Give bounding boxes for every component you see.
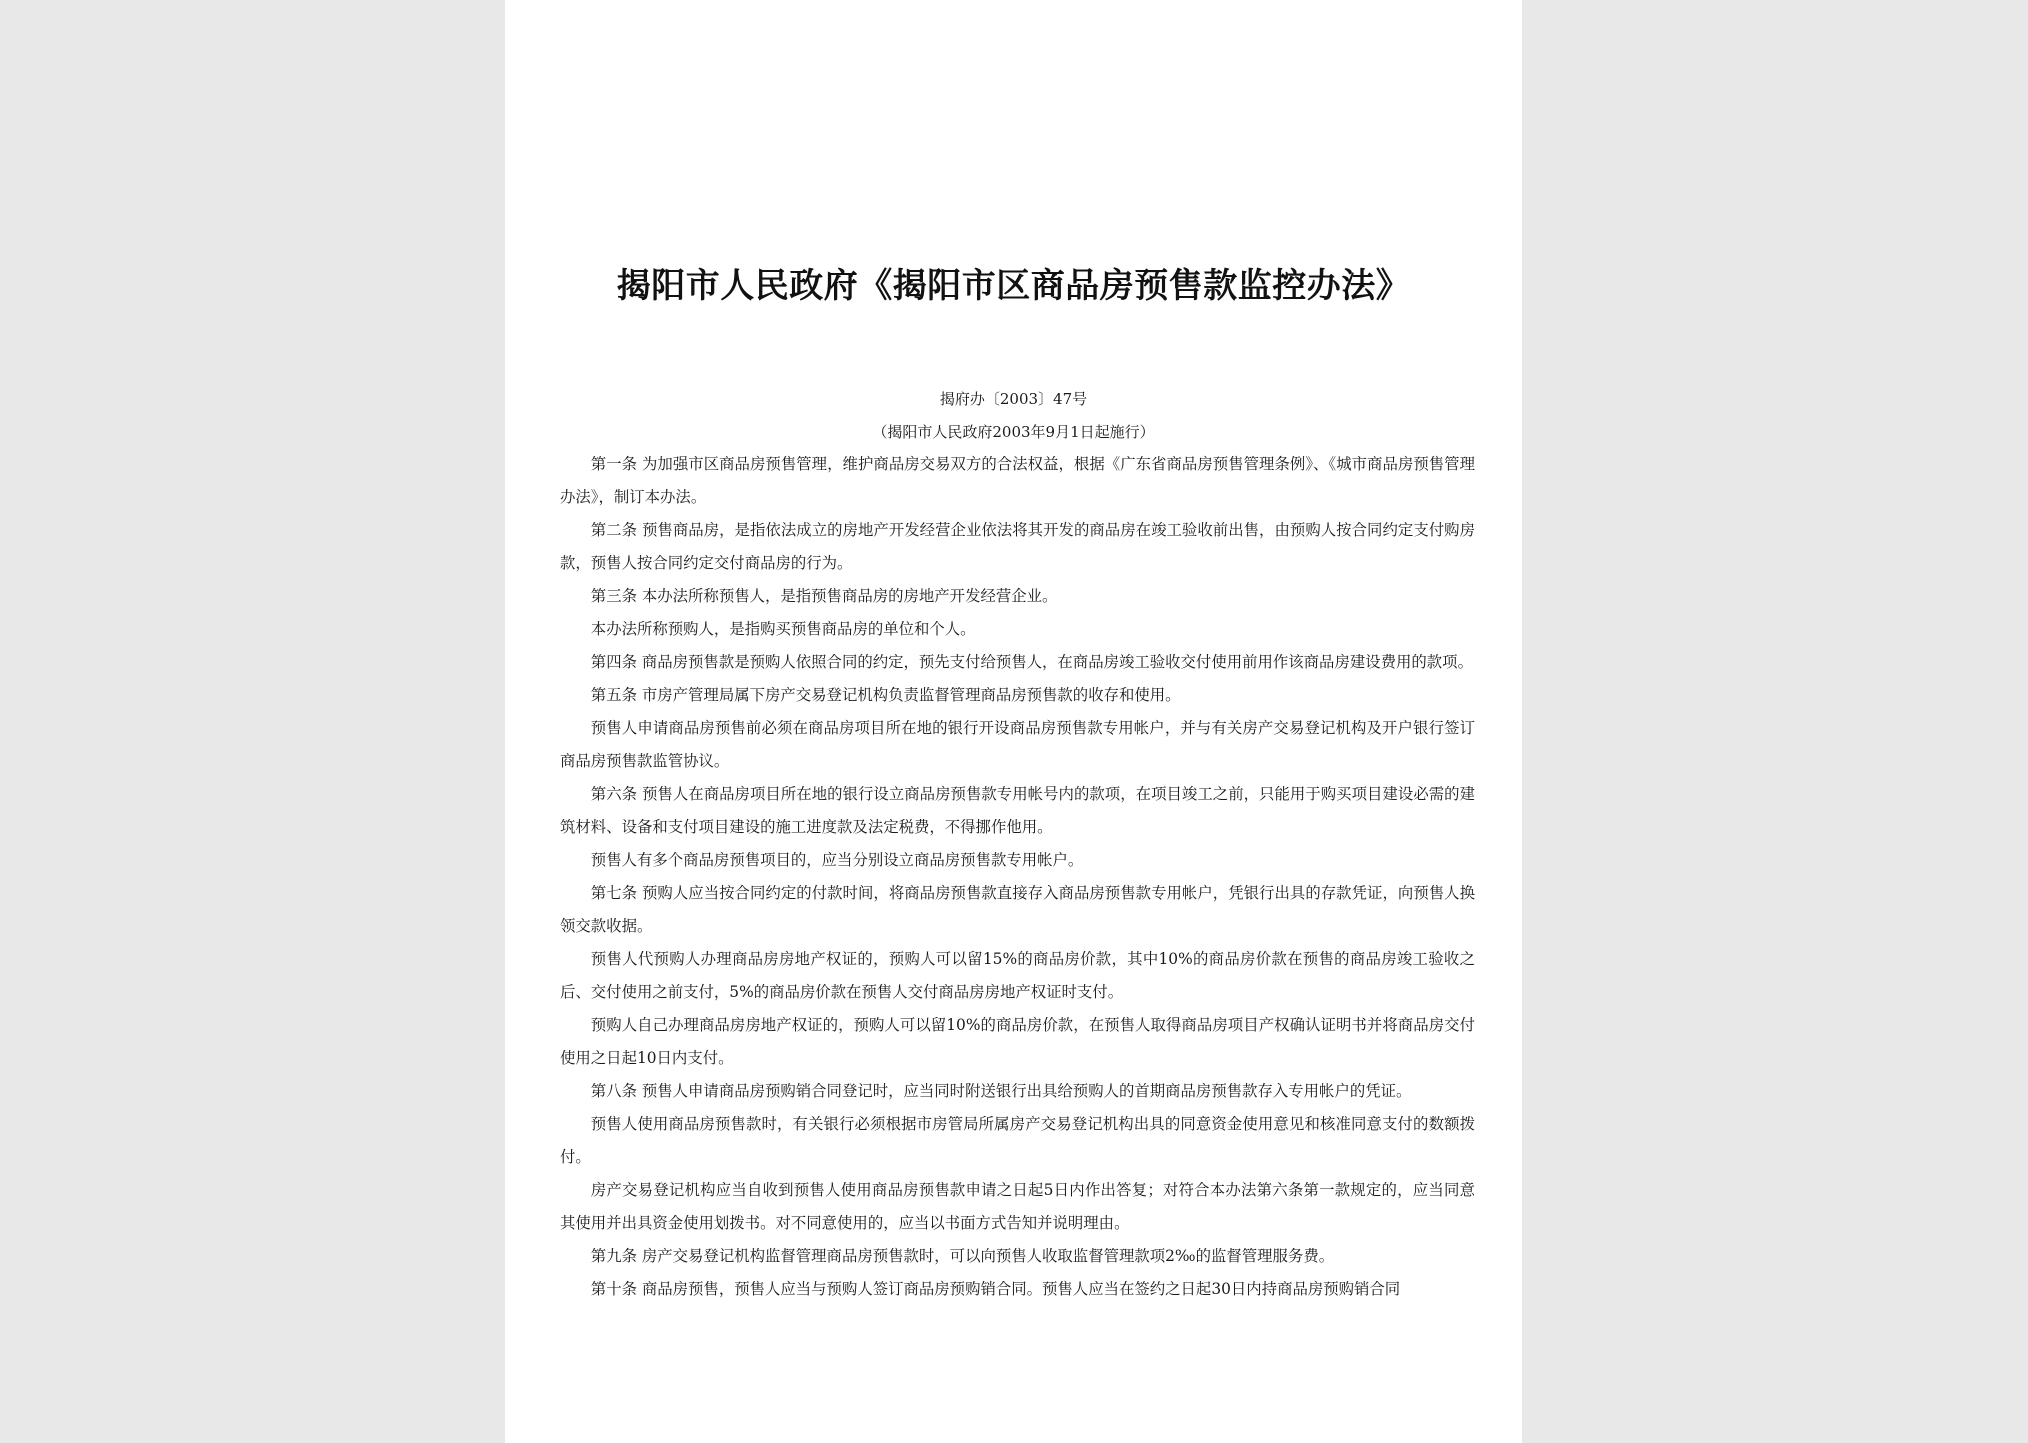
paragraph: 第一条 为加强市区商品房预售管理，维护商品房交易双方的合法权益，根据《广东省商品房预售管理条例》、《城市商品房预售管理办法》，制订本办法。	[560, 455, 1475, 506]
paragraph: 预售人使用商品房预售款时，有关银行必须根据市房管局所属房产交易登记机构出具的同意资金使用意见和核准同意支付的数额拨付。	[560, 1115, 1475, 1166]
paragraph: 本办法所称预购人，是指购买预售商品房的单位和个人。	[590, 620, 976, 638]
paragraph: 房产交易登记机构应当自收到预售人使用商品房预售款申请之日起5日内作出答复；对符合本办法第六条第一款规定的，应当同意其使用并出具资金使用划拨书。对不同意使用的，应当以书面方式告知并说明理由。	[560, 1181, 1475, 1232]
paragraph: 预售人有多个商品房预售项目的，应当分别设立商品房预售款专用帐户。	[590, 851, 1084, 869]
paragraph: 预购人自己办理商品房房地产权证的，预购人可以留10%的商品房价款，在预售人取得商品房项目产权确认证明书并将商品房交付使用之日起10日内支付。	[560, 1016, 1475, 1067]
document-title: 揭阳市人民政府《揭阳市区商品房预售款监控办法》	[616, 266, 1411, 306]
document-number: 揭府办〔2003〕47号	[939, 390, 1088, 408]
paragraph: 第六条 预售人在商品房项目所在地的银行设立商品房预售款专用帐号内的款项，在项目竣工之前，只能用于购买项目建设必需的建筑材料、设备和支付项目建设的施工进度款及法定税费，不得挪作他用。	[560, 785, 1475, 836]
paragraph: 预售人代预购人办理商品房房地产权证的，预购人可以留15%的商品房价款，其中10%的商品房价款在预售的商品房竣工验收之后、交付使用之前支付，5%的商品房价款在预售人交付商品房房地产权证时支付。	[560, 950, 1475, 1001]
paragraph: 第三条 本办法所称预售人，是指预售商品房的房地产开发经营企业。	[590, 587, 1058, 605]
document-body	[560, 448, 1475, 1306]
paragraph: 第九条 房产交易登记机构监督管理商品房预售款时，可以向预售人收取监督管理款项2‰的监督管理服务费。	[590, 1247, 1335, 1265]
paragraph: 第五条 市房产管理局属下房产交易登记机构负责监督管理商品房预售款的收存和使用。	[590, 686, 1181, 704]
paragraph: 第四条 商品房预售款是预购人依照合同的约定，预先支付给预售人，在商品房竣工验收交付使用前用作该商品房建设费用的款项。	[590, 653, 1473, 671]
paragraph: 预售人申请商品房预售前必须在商品房项目所在地的银行开设商品房预售款专用帐户，并与有关房产交易登记机构及开户银行签订商品房预售款监管协议。	[560, 719, 1475, 770]
document-page	[505, 0, 1522, 1443]
paragraph: 第十条 商品房预售，预售人应当与预购人签订商品房预购销合同。预售人应当在签约之日起30日内持商品房预购销合同	[590, 1280, 1401, 1298]
paragraph: 第七条 预购人应当按合同约定的付款时间，将商品房预售款直接存入商品房预售款专用帐户，凭银行出具的存款凭证，向预售人换领交款收据。	[560, 884, 1475, 935]
paragraph: 第八条 预售人申请商品房预购销合同登记时，应当同时附送银行出具给预购人的首期商品房预售款存入专用帐户的凭证。	[590, 1082, 1412, 1100]
effective-date-note: （揭阳市人民政府2003年9月1日起施行）	[872, 423, 1155, 441]
paragraph: 第二条 预售商品房，是指依法成立的房地产开发经营企业依法将其开发的商品房在竣工验收前出售，由预购人按合同约定支付购房款，预售人按合同约定交付商品房的行为。	[560, 521, 1475, 572]
